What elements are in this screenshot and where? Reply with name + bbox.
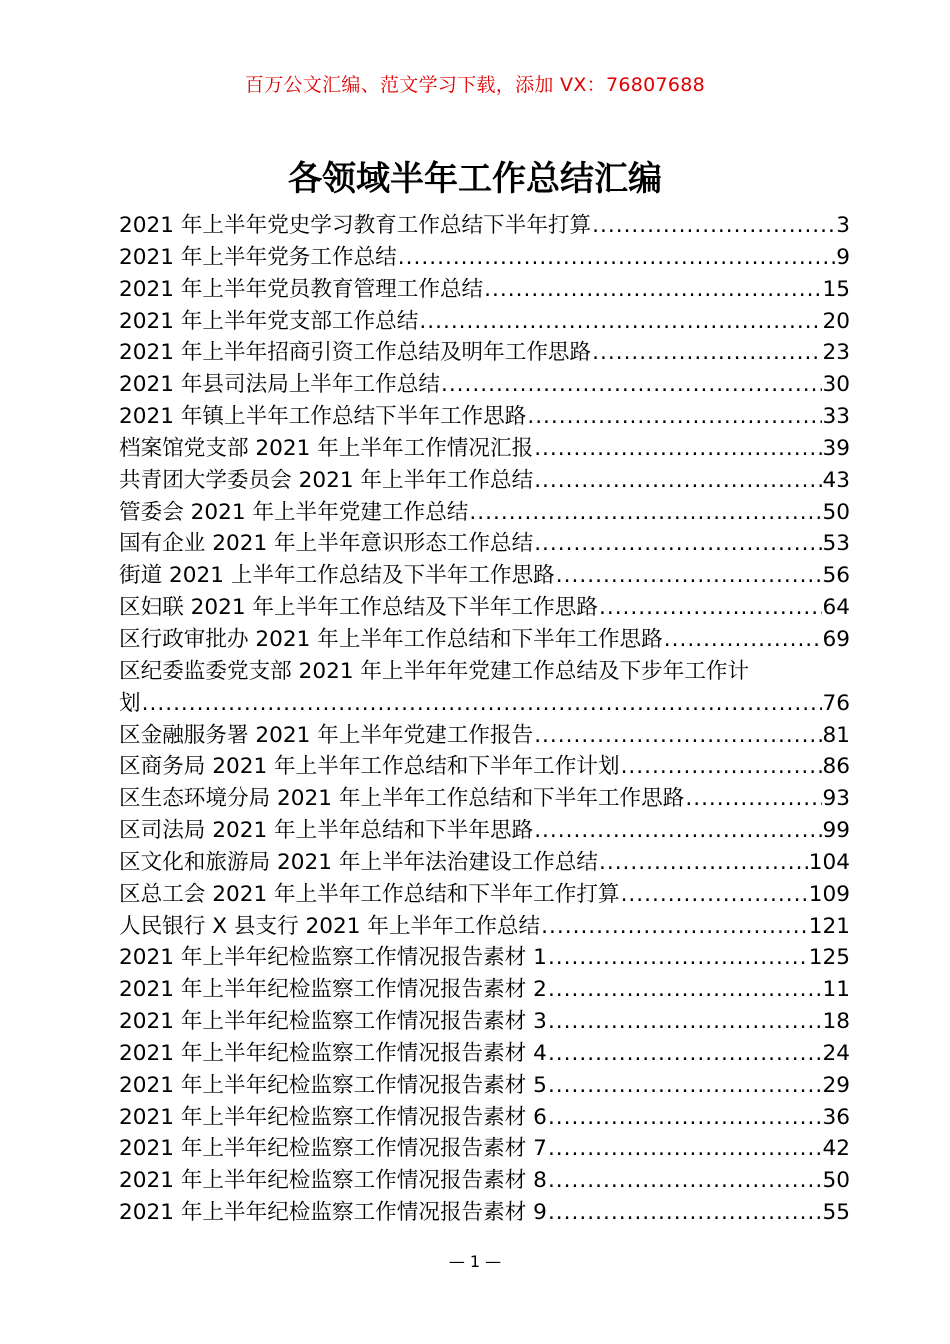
toc-leader-dots: [548, 1070, 822, 1102]
toc-leader-dots: [599, 847, 808, 879]
toc-leader-dots: [621, 751, 822, 783]
toc-entry-page: 69: [822, 626, 850, 652]
toc-entry[interactable]: [119, 592, 850, 624]
toc-entry[interactable]: [119, 337, 850, 369]
toc-entry[interactable]: [119, 560, 850, 592]
toc-entry-page: 93: [822, 786, 850, 812]
page-number: — 1 —: [448, 1252, 502, 1271]
toc-entry-page: 29: [822, 1072, 850, 1098]
toc-entry-page: 104: [808, 849, 850, 875]
toc-leader-dots: [548, 1102, 822, 1134]
toc-entry-title: 2021 年上半年党史学习教育工作总结下半年打算: [119, 213, 592, 238]
toc-entry-title: 人民银行 X 县支行 2021 年上半年工作总结: [119, 913, 541, 939]
toc-entry[interactable]: [119, 783, 850, 815]
toc-entry-title: 2021 年上半年纪检监察工作情况报告素材 2: [119, 977, 547, 1003]
toc-leader-dots: [548, 1197, 822, 1229]
toc-entry-page: 24: [822, 1040, 850, 1066]
toc-entry[interactable]: [119, 1133, 850, 1165]
toc-entry-page: 56: [822, 563, 850, 589]
toc-entry-page: 81: [822, 722, 850, 748]
toc-entry-title: 2021 年上半年纪检监察工作情况报告素材 5: [119, 1072, 547, 1098]
table-of-contents: [119, 210, 850, 1229]
toc-entry[interactable]: [119, 1102, 850, 1134]
toc-entry-page: 15: [822, 276, 850, 302]
toc-entry-page: 55: [822, 1200, 850, 1226]
toc-leader-dots: [469, 497, 821, 529]
toc-leader-dots: [685, 783, 821, 815]
toc-entry-title: 2021 年镇上半年工作总结下半年工作思路: [119, 404, 527, 430]
toc-entry-title: 2021 年上半年纪检监察工作情况报告素材 6: [119, 1104, 547, 1130]
toc-leader-dots: [484, 274, 821, 306]
toc-entry-page: 43: [822, 467, 850, 493]
toc-entry-page: 11: [822, 977, 850, 1003]
toc-entry-title: 2021 年上半年纪检监察工作情况报告素材 3: [119, 1009, 547, 1035]
toc-entry[interactable]: [119, 911, 850, 943]
toc-entry-page: 99: [822, 818, 850, 844]
toc-leader-dots: [548, 974, 822, 1006]
toc-entry-title: 2021 年上半年纪检监察工作情况报告素材 7: [119, 1136, 547, 1162]
toc-entry-wrapped[interactable]: [119, 656, 850, 720]
toc-entry-title: 2021 年上半年纪检监察工作情况报告素材 8: [119, 1168, 547, 1194]
toc-entry-page: 20: [822, 308, 850, 334]
toc-entry-title: 区生态环境分局 2021 年上半年工作总结和下半年工作思路: [119, 786, 685, 812]
toc-entry-title-continued: 划: [119, 690, 141, 716]
toc-leader-dots: [548, 1038, 822, 1070]
toc-entry[interactable]: [119, 942, 850, 974]
toc-entry-title: 2021 年上半年党员教育管理工作总结: [119, 276, 484, 302]
toc-leader-dots: [534, 720, 821, 752]
toc-entry-page: 121: [808, 913, 850, 939]
toc-entry-continuation: [119, 688, 850, 720]
toc-entry-title: 2021 年上半年党支部工作总结: [119, 308, 419, 334]
toc-entry-title: 2021 年上半年纪检监察工作情况报告素材 4: [119, 1040, 547, 1066]
toc-entry-page: 42: [822, 1136, 850, 1162]
toc-entry-page: 30: [822, 372, 850, 398]
toc-entry[interactable]: [119, 401, 850, 433]
toc-entry[interactable]: [119, 306, 850, 338]
toc-leader-dots: [664, 624, 822, 656]
toc-entry[interactable]: [119, 210, 850, 242]
toc-entry-page: 53: [822, 531, 850, 557]
toc-entry-page: 3: [836, 213, 850, 238]
toc-entry[interactable]: [119, 879, 850, 911]
toc-entry-title: 区行政审批办 2021 年上半年工作总结和下半年工作思路: [119, 626, 663, 652]
toc-leader-dots: [398, 242, 835, 274]
toc-entry-title: 区文化和旅游局 2021 年上半年法治建设工作总结: [119, 849, 598, 875]
toc-entry-page: 64: [822, 595, 850, 621]
toc-leader-dots: [548, 1133, 822, 1165]
toc-entry[interactable]: [119, 1165, 850, 1197]
toc-leader-dots: [599, 592, 822, 624]
toc-entry-title: 区金融服务署 2021 年上半年党建工作报告: [119, 722, 534, 748]
toc-leader-dots: [592, 337, 821, 369]
toc-entry[interactable]: [119, 720, 850, 752]
toc-entry-title: 2021 年上半年纪检监察工作情况报告素材 9: [119, 1200, 547, 1226]
toc-entry-page: 36: [822, 1104, 850, 1130]
toc-entry-title: 共青团大学委员会 2021 年上半年工作总结: [119, 467, 534, 493]
toc-entry-page: 23: [822, 340, 850, 366]
toc-leader-dots: [541, 911, 808, 943]
toc-entry[interactable]: [119, 974, 850, 1006]
toc-entry[interactable]: [119, 1006, 850, 1038]
toc-entry-title: 国有企业 2021 年上半年意识形态工作总结: [119, 531, 534, 557]
toc-entry[interactable]: [119, 751, 850, 783]
toc-entry[interactable]: [119, 847, 850, 879]
toc-entry-page: 39: [822, 435, 850, 461]
toc-entry[interactable]: [119, 465, 850, 497]
toc-leader-dots: [621, 879, 808, 911]
toc-entry[interactable]: [119, 815, 850, 847]
toc-entry[interactable]: [119, 369, 850, 401]
toc-entry-page: 50: [822, 499, 850, 525]
toc-entry-title: 区商务局 2021 年上半年工作总结和下半年工作计划: [119, 754, 620, 780]
header-banner: 百万公文汇编、范文学习下载，添加 VX：76807688: [244, 74, 706, 96]
toc-leader-dots: [556, 560, 822, 592]
toc-entry-page: 33: [822, 404, 850, 430]
toc-entry[interactable]: [119, 528, 850, 560]
toc-entry-title: 区总工会 2021 年上半年工作总结和下半年工作打算: [119, 881, 620, 907]
toc-leader-dots: [142, 688, 822, 720]
toc-entry-page: 50: [822, 1168, 850, 1194]
toc-leader-dots: [419, 306, 821, 338]
toc-entry-page: 109: [808, 881, 850, 907]
toc-entry[interactable]: [119, 1038, 850, 1070]
toc-leader-dots: [548, 942, 808, 974]
toc-entry-title: 2021 年上半年纪检监察工作情况报告素材 1: [119, 945, 547, 971]
toc-entry-title: 2021 年上半年党务工作总结: [119, 244, 397, 270]
toc-entry-page: 125: [808, 945, 850, 971]
toc-leader-dots: [441, 369, 822, 401]
toc-entry-title: 街道 2021 上半年工作总结及下半年工作思路: [119, 563, 555, 589]
toc-entry-title: 区纪委监委党支部 2021 年上半年年党建工作总结及下步年工作计: [119, 658, 750, 684]
toc-entry-page: 76: [822, 690, 850, 716]
toc-leader-dots: [548, 1006, 822, 1038]
toc-entry-page: 18: [822, 1009, 850, 1035]
toc-leader-dots: [527, 401, 821, 433]
toc-entry-title: 2021 年县司法局上半年工作总结: [119, 372, 440, 398]
toc-leader-dots: [534, 528, 821, 560]
toc-entry[interactable]: [119, 242, 850, 274]
toc-entry[interactable]: [119, 1070, 850, 1102]
toc-entry-title: 2021 年上半年招商引资工作总结及明年工作思路: [119, 340, 592, 366]
toc-leader-dots: [592, 210, 835, 242]
toc-entry[interactable]: [119, 497, 850, 529]
toc-entry-title: 档案馆党支部 2021 年上半年工作情况汇报: [119, 435, 534, 461]
toc-entry[interactable]: [119, 1197, 850, 1229]
toc-leader-dots: [534, 433, 821, 465]
toc-leader-dots: [534, 815, 821, 847]
toc-entry-title: 区妇联 2021 年上半年工作总结及下半年工作思路: [119, 595, 598, 621]
toc-entry-title: 管委会 2021 年上半年党建工作总结: [119, 499, 469, 525]
toc-entry-page: 9: [836, 244, 850, 270]
toc-leader-dots: [534, 465, 821, 497]
document-title: 各领域半年工作总结汇编: [288, 159, 662, 199]
toc-leader-dots: [548, 1165, 822, 1197]
toc-entry-title: 区司法局 2021 年上半年总结和下半年思路: [119, 818, 534, 844]
toc-entry-page: 86: [822, 754, 850, 780]
toc-entry[interactable]: [119, 274, 850, 306]
toc-entry[interactable]: [119, 624, 850, 656]
toc-entry[interactable]: [119, 433, 850, 465]
